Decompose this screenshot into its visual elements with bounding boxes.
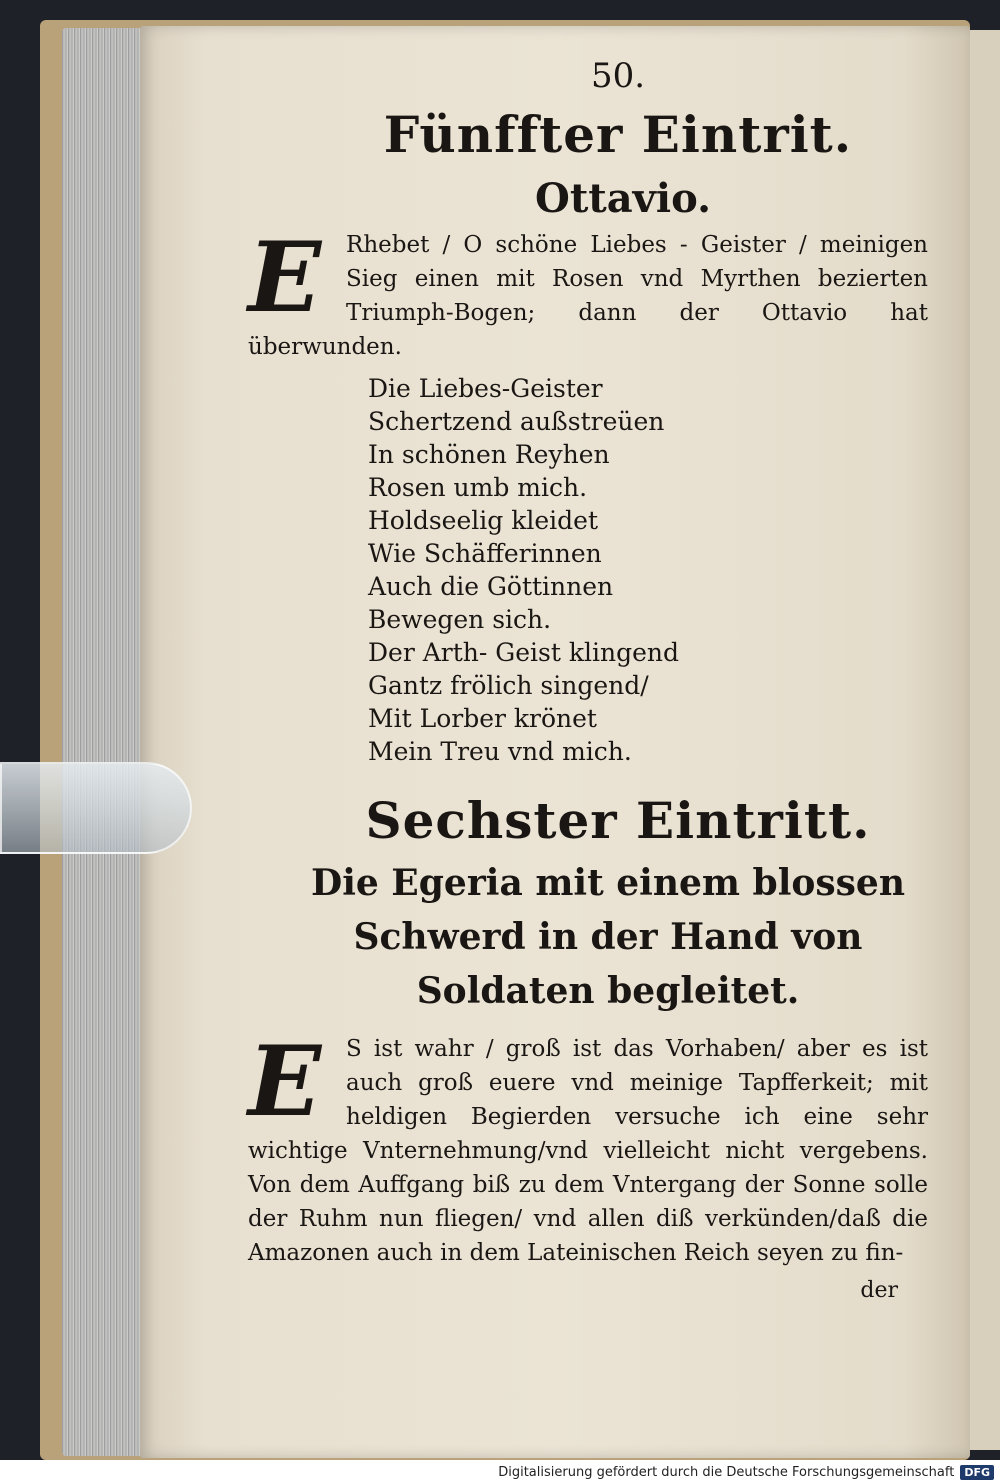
poem-line: Holdseelig kleidet [368, 506, 598, 535]
poem [368, 372, 928, 768]
dfg-logo: DFG [960, 1465, 994, 1480]
poem-line: Schertzend außstreüen [368, 407, 665, 436]
page-holder-clip [0, 762, 192, 854]
stage-direction: Die Egeria mit einem blossen Schwerd in der Hand von Soldaten begleitet. [310, 862, 906, 1012]
footer-bar [0, 1460, 1000, 1484]
poem-line: Gantz frölich singend/ [368, 671, 649, 700]
heading-sixth-entry: Sechster Eintritt. [365, 791, 871, 850]
speaker-name: Ottavio. [534, 175, 712, 222]
poem-line: In schönen Reyhen [368, 440, 610, 469]
speech-egeria [248, 1025, 928, 1270]
poem-line: Rosen umb mich. [368, 473, 588, 502]
poem-line: Mit Lorber krönet [368, 704, 597, 733]
poem-line: Wie Schäfferinnen [368, 539, 602, 568]
speech-text: Rhebet / O schöne Liebes - Geister / meinigen Sieg einen mit Rosen vnd Myrthen bezierten Triumph-Bogen; dann der Ottavio hat überwunden. [248, 232, 928, 360]
poem-line: Der Arth- Geist klingend [368, 638, 680, 667]
speech-text: S ist wahr / groß ist das Vorhaben/ aber es ist auch groß euere vnd meinige Tapfferkeit; mit heldigen Begierden versuche ich eine sehr wichtige Vnternehmung/vnd vielleicht nicht vergebens. Von dem Auffgang biß zu dem Vntergang der Sonne solle der Ruhm nun fliegen/ vnd allen diß verkünden/daß die Amazonen auch in dem Lateinischen Reich seyen zu fin- [248, 1036, 928, 1266]
poem-line: Die Liebes-Geister [368, 374, 603, 403]
poem-line: Bewegen sich. [368, 605, 552, 634]
funding-credit: Digitalisierung gefördert durch die Deutsche Forschungsgemeinschaft [498, 1464, 955, 1480]
dropcap-initial: E [248, 221, 322, 334]
page-number: 50. [590, 56, 646, 96]
catchword: der [860, 1278, 898, 1303]
heading-fifth-entry: Fünffter Eintrit. [383, 105, 853, 164]
page-text [248, 52, 928, 1303]
poem-line: Mein Treu vnd mich. [368, 737, 632, 766]
poem-line: Auch die Göttinnen [368, 572, 614, 601]
speech-ottavio [248, 221, 928, 364]
dropcap-initial: E [248, 1025, 322, 1138]
